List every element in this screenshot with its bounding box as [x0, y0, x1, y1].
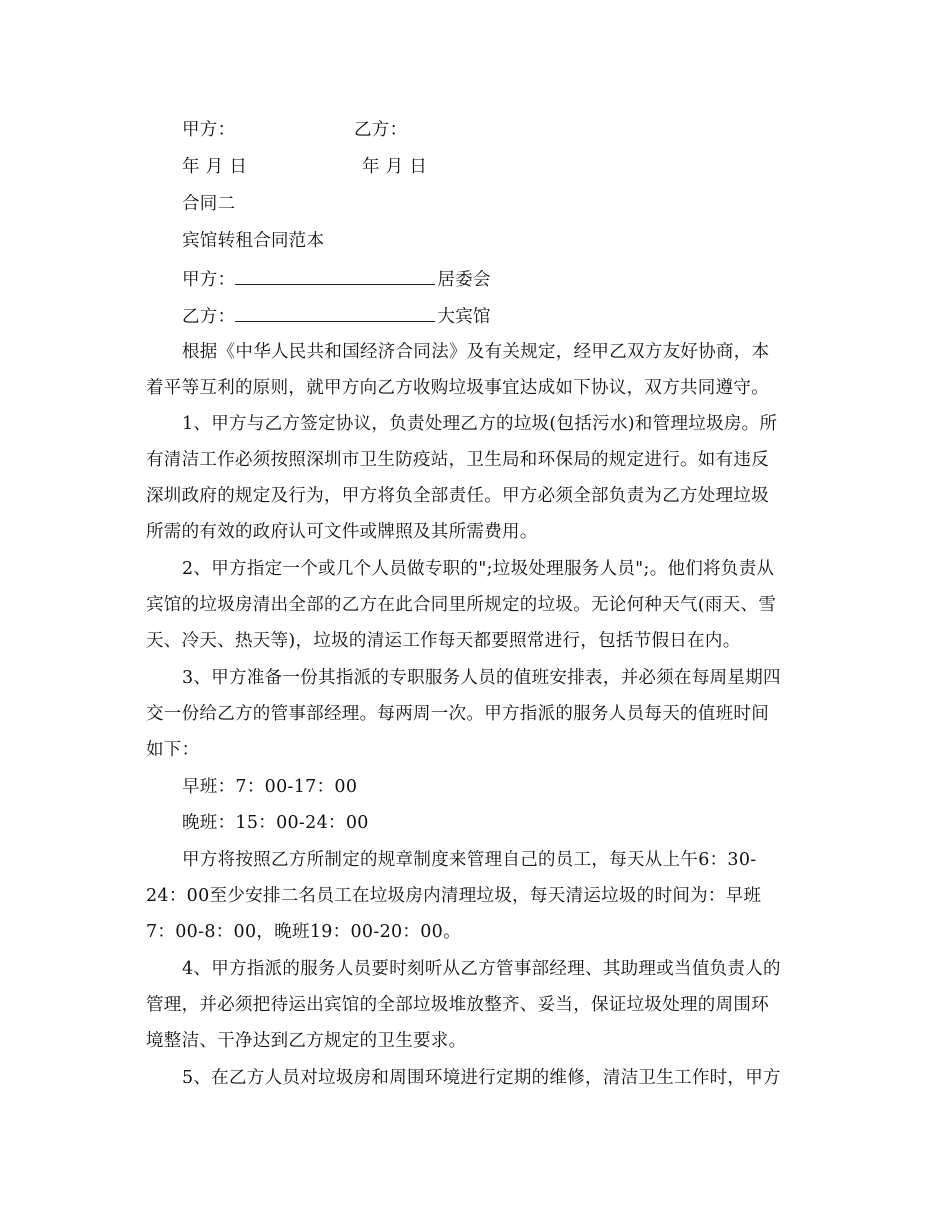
party-b-label: 乙方： [182, 307, 236, 327]
party-a-signature-label: 甲方： [182, 120, 236, 140]
body-line: 着平等互利的原则，就甲方向乙方收购垃圾事宜达成如下协议，双方共同遵守。 [146, 378, 769, 398]
evening-shift: 晚班：15：00-24：00 [182, 813, 369, 833]
body-line: 1、甲方与乙方签定协议，负责处理乙方的垃圾(包括污水)和管理垃圾房。所 [182, 414, 778, 434]
party-b-signature-label: 乙方： [354, 120, 408, 140]
party-a-line [182, 266, 491, 292]
body-line: 境整洁、干净达到乙方规定的卫生要求。 [146, 1031, 467, 1051]
contract-number: 合同二 [182, 194, 236, 214]
body-line: 所需的有效的政府认可文件或牌照及其所需费用。 [146, 522, 538, 542]
body-line: 深圳政府的规定及行为，甲方将负全部责任。甲方必须全部负责为乙方处理垃圾 [146, 486, 769, 506]
party-a-blank [235, 266, 435, 285]
body-line: 交一份给乙方的管事部经理。每两周一次。甲方指派的服务人员每天的值班时间 [146, 704, 769, 724]
contract-title: 宾馆转租合同范本 [182, 231, 325, 251]
body-line: 7：00-8：00，晚班19：00-20：00。 [146, 922, 461, 942]
party-a-name: 居委会 [437, 270, 491, 290]
morning-shift: 早班：7：00-17：00 [182, 777, 358, 797]
body-line: 天、冷天、热天等)，垃圾的清运工作每天都要照常进行，包括节假日在内。 [146, 631, 741, 651]
date-row [182, 155, 427, 179]
body-line: 5、在乙方人员对垃圾房和周围环境进行定期的维修，清洁卫生工作时，甲方 [182, 1068, 781, 1088]
party-b-date: 年 月 日 [362, 157, 428, 177]
body-line: 有清洁工作必须按照深圳市卫生防疫站，卫生局和环保局的规定进行。如有违反 [146, 450, 769, 470]
party-a-label: 甲方： [182, 270, 236, 290]
body-line: 甲方将按照乙方所制定的规章制度来管理自己的员工，每天从上午6：30- [182, 850, 757, 870]
body-line: 根据《中华人民共和国经济合同法》及有关规定，经甲乙双方友好协商，本 [182, 342, 770, 362]
body-line: 如下： [146, 740, 200, 760]
party-b-line [182, 303, 491, 329]
body-line: 4、甲方指派的服务人员要时刻听从乙方管事部经理、其助理或当值负责人的 [182, 959, 781, 979]
body-line: 3、甲方准备一份其指派的专职服务人员的值班安排表，并必须在每周星期四 [182, 668, 781, 688]
body-line: 24：00至少安排二名员工在垃圾房内清理垃圾，每天清运垃圾的时间为：早班 [146, 886, 762, 906]
signature-row [182, 118, 407, 142]
party-b-blank [235, 303, 435, 322]
party-a-date: 年 月 日 [182, 157, 248, 177]
body-line: 管理，并必须把待运出宾馆的全部垃圾堆放整齐、妥当，保证垃圾处理的周围环 [146, 995, 769, 1015]
party-b-name: 大宾馆 [437, 307, 491, 327]
body-line: 2、甲方指定一个或几个人员做专职的";垃圾处理服务人员";。他们将负责从 [182, 559, 775, 579]
body-line: 宾馆的垃圾房清出全部的乙方在此合同里所规定的垃圾。无论何种天气(雨天、雪 [146, 595, 777, 615]
